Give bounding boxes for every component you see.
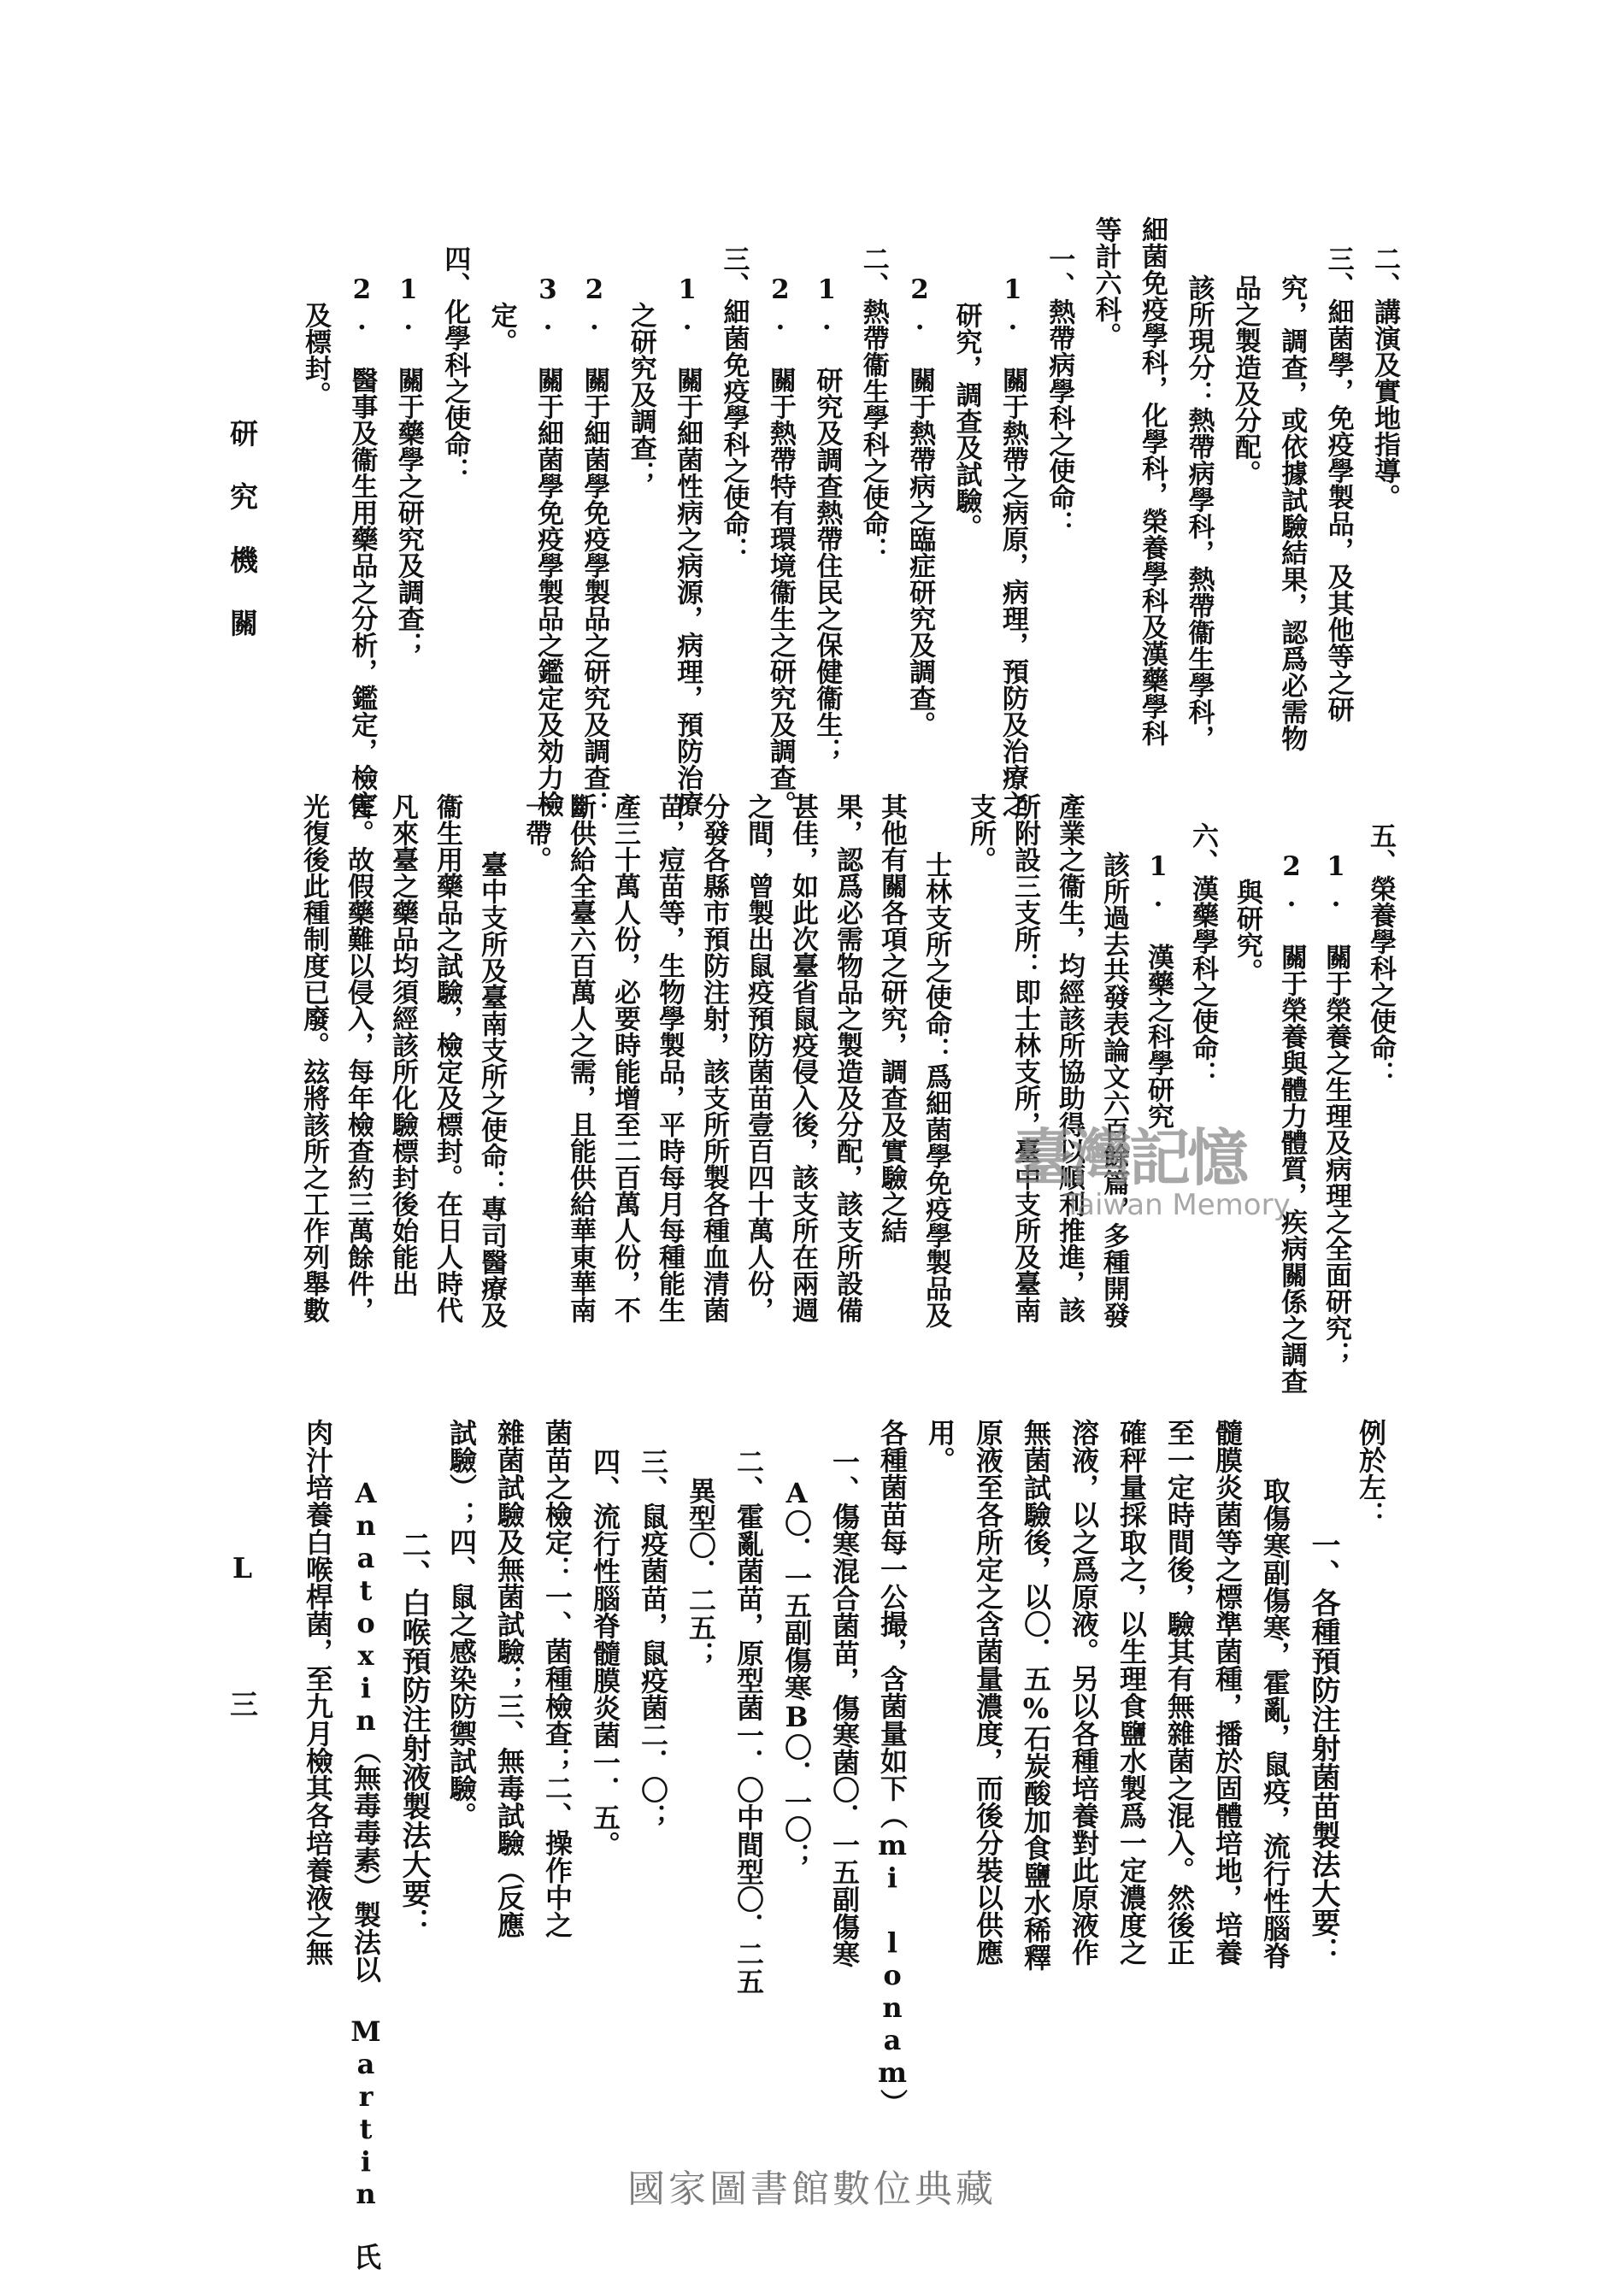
text-column: 與研究。	[1232, 879, 1262, 985]
text-column: 髓膜炎菌等之標準菌種，播於固體培地，培養	[1211, 1419, 1244, 1966]
text-column: 雜菌試驗及無菌試驗；三、無毒試驗（反應	[493, 1419, 526, 1938]
watermark-cjk: 臺灣記憶	[1013, 1121, 1246, 1194]
text-column: 1. 關于榮養之生理及病理之全面研究；	[1321, 851, 1351, 1367]
watermark-en: Taiwan Memory	[1064, 1188, 1291, 1222]
text-column: 四、流行性腦脊髓膜炎菌一．五。	[589, 1448, 621, 1858]
text-column: 四、化學科之使命：	[439, 245, 471, 484]
running-header: 研究機關	[226, 419, 259, 672]
text-block-middle	[282, 793, 1396, 1394]
text-column: 各種菌苗每一公撮，含菌量如下（mi lonam）	[876, 1419, 909, 2116]
text-column: 該所現分：熱帶病學科，熱帶衞生學科，	[1183, 274, 1215, 751]
text-column: 究，調查，或依據試驗結果，認爲必需物	[1276, 274, 1308, 751]
text-column: 二、講演及實地指導。	[1369, 245, 1400, 510]
text-column: 三、細菌免疫學科之使命：	[718, 245, 750, 563]
text-column: 確秤量採取之，以生理食鹽水製爲一定濃度之	[1115, 1419, 1148, 1966]
text-column: 六、漢藥學科之使命：	[1187, 822, 1218, 1087]
text-column: 異型〇．二五；	[685, 1477, 717, 1668]
text-column: 一、傷寒混合菌苗，傷寒菌〇．一五副傷寒	[828, 1448, 861, 1967]
text-column: 菌苗之檢定：一、菌種檢查；二、操作中之	[541, 1419, 574, 1938]
text-column: 試驗）；四、鼠之感染防禦試驗。	[445, 1419, 478, 1829]
text-column: 苗，痘苗等，生物學製品，平時每月每種能生	[654, 793, 685, 1323]
text-column: 研究，調查及試驗。	[950, 302, 982, 540]
text-column: 原液至各所定之含菌量濃度，而後分裝以供應	[972, 1419, 1004, 1966]
text-block-top	[282, 216, 1400, 817]
text-column: 其他有關各項之研究，調查及實驗之結	[876, 793, 907, 1244]
text-column: 品之製造及分配。	[1229, 274, 1261, 486]
text-column: 光復後此種制度已廢。玆將該所之工作列舉數	[298, 793, 329, 1323]
text-column: 肉汁培養白喉桿菌，至九月檢其各培養液之無	[302, 1419, 334, 1966]
text-column: 之研究及調查；	[625, 302, 656, 487]
text-column: 一、熱帶病學科之使命：	[1044, 245, 1075, 537]
text-column: 1. 關于藥學之研究及調查；	[392, 274, 424, 658]
text-column: 三、細菌學，免疫學製品，及其他等之研	[1322, 245, 1354, 722]
text-column: 溶液，以之爲原液。另以各種培養對此原液作	[1068, 1419, 1100, 1966]
footer-library-credit: 國家圖書館數位典藏	[627, 2167, 997, 2211]
text-column: Anatoxin（無毒毒素）製法以 Martin 氏	[350, 1477, 382, 2270]
text-column: 2. 關于熱帶特有環境衞生之研究及調查。	[764, 274, 796, 817]
text-column: 至一定時間後，驗其有無雜菌之混入。然後正	[1163, 1419, 1196, 1966]
text-column: 甚佳，如此次臺省鼠疫侵入後，該支所在兩週	[787, 793, 818, 1323]
text-column: 1. 關于熱帶之病原，病理，預防及治療之	[997, 274, 1028, 817]
text-column: 產業之衞生，均經該所協助得以順利推進，該	[1054, 793, 1085, 1323]
text-column: 一帶。	[521, 793, 551, 873]
text-column: 3. 關于細菌學免疫學製品之鑑定及効力檢	[532, 274, 563, 817]
text-column: 1. 研究及調查熱帶住民之保健衞生；	[811, 274, 843, 764]
text-column: 細菌免疫學科，化學科，榮養學科及漢藥學科	[1137, 216, 1168, 746]
text-column: 2. 關于細菌學免疫學製品之研究及調查：	[579, 274, 610, 817]
text-column: 產三十萬人份，必要時能增至二百萬人份，不	[609, 793, 640, 1323]
text-column: 用。	[924, 1419, 956, 1473]
text-column: 1. 關于細菌性病之病源，病理，預防治療	[672, 274, 703, 817]
text-column: 之間，曾製出鼠疫預防菌苗壹百四十萬人份，	[743, 793, 774, 1323]
text-column: 2. 醫事及衞生用藥品之分析，鑑定，檢定	[346, 274, 378, 817]
text-column: 例於左：	[1355, 1419, 1387, 1528]
text-column: 該所過去共發表論文六百餘篇，多種開發	[1098, 851, 1129, 1328]
page-number: L 三	[226, 1551, 259, 1754]
text-column: 取傷寒副傷寒，霍亂，鼠疫，流行性腦脊	[1259, 1477, 1292, 1969]
text-column: 定。	[485, 302, 517, 355]
text-column: 2. 關于熱帶病之臨症研究及調查。	[904, 274, 936, 738]
text-column: 臺中支所及臺南支所之使命：專司醫療及	[476, 851, 507, 1328]
text-column: 支所。	[965, 793, 996, 873]
text-column: 無菌試驗後，以〇．五%石炭酸加食鹽水稀釋	[1020, 1419, 1052, 1971]
text-column: 2. 關于榮養與體力體質，疾病關係之調查	[1276, 851, 1307, 1394]
text-column: 衞生用藥品之試驗，檢定及標封。在日人時代	[432, 793, 462, 1323]
text-column: 三、鼠疫菌苗，鼠疫菌二．〇；	[637, 1448, 669, 1831]
text-column: 二、熱帶衞生學科之使命：	[857, 245, 889, 563]
text-column: 士林支所之使命：爲細菌學免疫學製品及	[921, 851, 951, 1328]
text-column: 凡來臺之藥品均須經該所化驗標封後始能出	[387, 793, 418, 1297]
text-column: A〇．一五副傷寒B〇．一〇；	[780, 1477, 813, 1870]
section-heading: 一、各種預防注射菌苗製法大要：	[1306, 1530, 1340, 1966]
text-column: 二、霍亂菌苗，原型菌一．〇中間型〇．二五	[733, 1448, 765, 1995]
text-column: 分發各縣市預防注射，該支所所製各種血清菌	[698, 793, 729, 1323]
text-column: 斷供給全臺六百萬人之需，且能供給華東華南	[565, 793, 596, 1323]
text-column: 所附設三支所：即士林支所，臺中支所及臺南	[1009, 793, 1040, 1323]
text-column: 五、榮養學科之使命：	[1365, 822, 1396, 1087]
text-column: 1. 漢藥之科學研究	[1143, 851, 1174, 1129]
text-column: 及標封。	[300, 302, 332, 408]
text-column: 售。故假藥難以侵入，每年檢查約三萬餘件，	[343, 793, 374, 1323]
text-column: 等計六科。	[1090, 216, 1121, 349]
section-heading: 二、白喉預防注射液製法大要：	[397, 1530, 431, 1937]
text-column: 果，認爲必需物品之製造及分配，該支所設備	[832, 793, 862, 1323]
